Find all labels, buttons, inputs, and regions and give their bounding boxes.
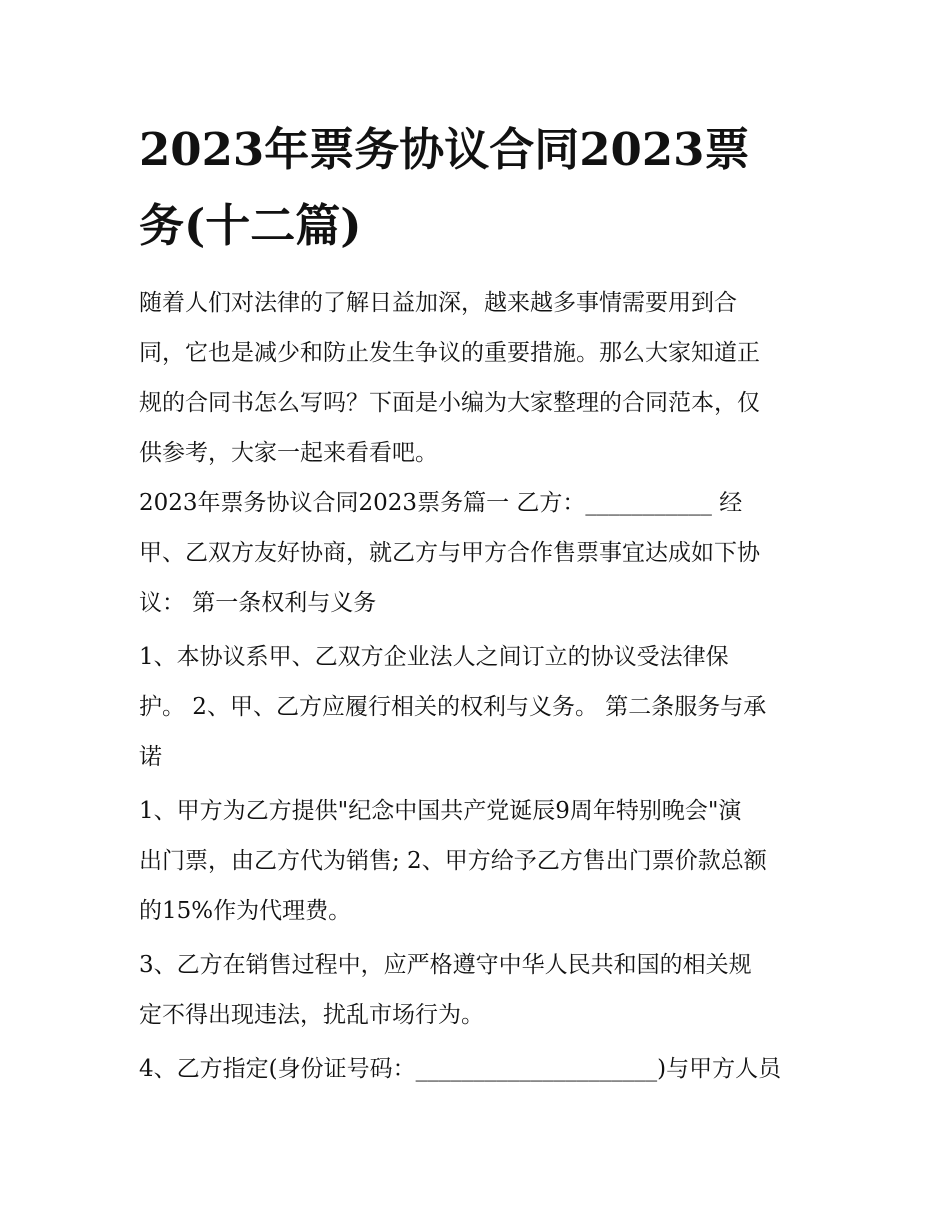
body-line: 1、甲方为乙方提供"纪念中国共产党诞辰9周年特别晚会"演 xyxy=(139,798,742,824)
body-line: 议： 第一条权利与义务 xyxy=(139,590,377,616)
title-line: 务(十二篇) xyxy=(139,199,362,252)
body-line: 甲、乙双方友好协商，就乙方与甲方合作售票事宜达成如下协 xyxy=(139,540,760,566)
body-line: 2023年票务协议合同2023票务篇一 乙方：___________ 经 xyxy=(139,490,743,516)
body-line: 的15%作为代理费。 xyxy=(139,898,352,924)
title-line: 2023年票务协议合同2023票 xyxy=(139,123,750,176)
intro-line: 随着人们对法律的了解日益加深，越来越多事情需要用到合 xyxy=(139,290,737,316)
body-line: 定不得出现违法，扰乱市场行为。 xyxy=(139,1002,484,1028)
body-line: 4、乙方指定(身份证号码：_____________________)与甲方人员 xyxy=(139,1056,782,1082)
body-line: 护。 2、甲、乙方应履行相关的权利与义务。 第二条服务与承 xyxy=(139,694,767,720)
intro-line: 同，它也是减少和防止发生争议的重要措施。那么大家知道正 xyxy=(139,340,760,366)
body-line: 1、本协议系甲、乙双方企业法人之间订立的协议受法律保 xyxy=(139,644,729,670)
document-title xyxy=(139,112,819,264)
body-line: 3、乙方在销售过程中，应严格遵守中华人民共和国的相关规 xyxy=(139,952,752,978)
intro-line: 规的合同书怎么写吗？下面是小编为大家整理的合同范本，仅 xyxy=(139,390,760,416)
intro-line: 供参考，大家一起来看看吧。 xyxy=(139,440,438,466)
body-line: 出门票，由乙方代为销售; 2、甲方给予乙方售出门票价款总额 xyxy=(139,848,767,874)
body-line: 诺 xyxy=(139,744,162,770)
